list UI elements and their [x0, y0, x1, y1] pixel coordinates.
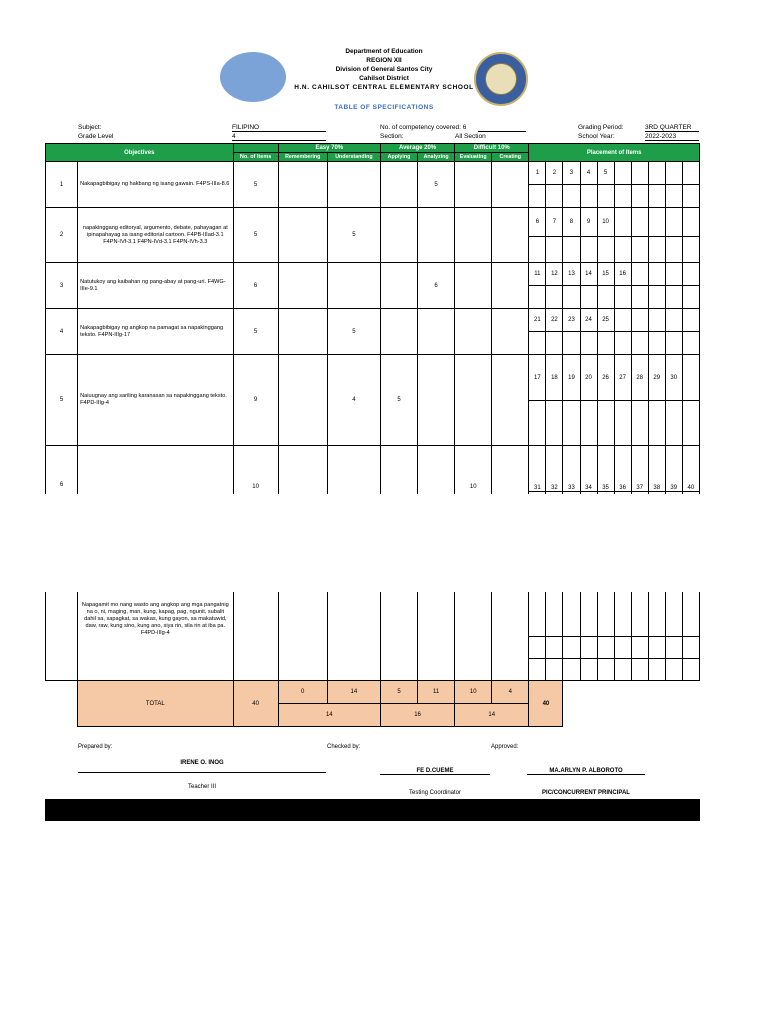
creating-cell	[492, 309, 529, 355]
placement-cell: 8	[563, 208, 580, 237]
evaluating-cell	[455, 263, 492, 309]
row-number: 4	[46, 309, 78, 355]
analyzing-cell: 6	[418, 263, 455, 309]
subject-value: FILIPINO	[232, 124, 326, 132]
remembering-cell	[278, 309, 327, 355]
items-count: 9	[233, 355, 278, 446]
placement-cell: 15	[597, 263, 614, 286]
placement-cell: 13	[563, 263, 580, 286]
difficult-header: Difficult 10%	[455, 144, 529, 153]
items-header-top	[233, 144, 278, 153]
section-label: Section:	[380, 133, 404, 140]
approved-name: MA.ARLYN P. ALBOROTO	[527, 768, 645, 775]
items-header: No. of Items	[233, 153, 278, 162]
year-label: School Year:	[578, 133, 615, 140]
understanding-cell	[327, 162, 380, 208]
placement-cell: 34	[580, 446, 597, 492]
placement-cell: 33	[563, 446, 580, 492]
applying-cell	[380, 309, 417, 355]
row-number: 2	[46, 208, 78, 263]
evaluating-cell	[455, 162, 492, 208]
competency-underline	[478, 124, 526, 132]
creating-cell	[492, 208, 529, 263]
header-line-4: Cahilsot District	[359, 75, 409, 82]
total-items: 40	[233, 681, 278, 727]
items-count: 10	[233, 446, 278, 681]
checked-label: Checked by:	[327, 744, 361, 750]
analyzing-header: Analyzing	[418, 153, 455, 162]
average-header: Average 20%	[380, 144, 454, 153]
placement-header: Placement of Items	[529, 144, 700, 162]
placement-cell: 19	[563, 355, 580, 401]
placement-cell: 30	[665, 355, 682, 401]
total-applying: 5	[380, 681, 417, 704]
remembering-cell	[278, 208, 327, 263]
placement-cell: 10	[597, 208, 614, 237]
subtotal-average: 16	[380, 704, 454, 727]
prepared-label: Prepared by:	[78, 744, 113, 750]
header-line-1: Department of Education	[345, 48, 423, 55]
placement-cell: 2	[546, 162, 563, 185]
subtotal-easy: 14	[278, 704, 380, 727]
header-line-3: Division of General Santos City	[335, 66, 433, 73]
placement-cell: 23	[563, 309, 580, 332]
understanding-cell: 5	[327, 309, 380, 355]
applying-cell	[380, 208, 417, 263]
remembering-cell	[278, 162, 327, 208]
objective-text: napakinggang editoryal, argumento, debate, pahayagan at ipinapahayag sa isang editorial cartoon. F4PB-IIIad-3.1 F4PN-IVf-3.1 F4PN-IVd-3.1 F4PN-IVh-3.3	[78, 208, 233, 263]
placement-cell: 6	[529, 208, 546, 237]
placement-cell: 20	[580, 355, 597, 401]
placement-cell: 14	[580, 263, 597, 286]
total-evaluating: 10	[455, 681, 492, 704]
objective-text: Nakapagbibigay ng angkop na pamagat sa napakinggang teksto. F4PN-IIIg-17	[78, 309, 233, 355]
subtotal-difficult: 14	[455, 704, 529, 727]
row-number: 1	[46, 162, 78, 208]
objective-text: Napagamit mo nang wasto ang angkop ang mga pangatnig na o, ni, maging, man, kung, kapag, pag, ngunit, subalit dahil sa, sapagkat, sa wakas, kung gayon, sa makatuwid, daw, raw, kung sino, kung ano, siya rin, sila rin at iba pa. F4PD-IIIg-4	[78, 446, 233, 681]
analyzing-cell: 5	[418, 162, 455, 208]
period-value: 3RD QUARTER	[645, 124, 699, 132]
placement-cell: 11	[529, 263, 546, 286]
total-analyzing: 11	[418, 681, 455, 704]
evaluating-cell	[455, 355, 492, 446]
creating-cell	[492, 355, 529, 446]
evaluating-header: Evaluating	[455, 153, 492, 162]
prepared-name: IRENE O. INOG	[78, 760, 326, 773]
prepared-title: Teacher III	[187, 784, 216, 790]
placement-cell: 17	[529, 355, 546, 401]
placement-cell: 31	[529, 446, 546, 492]
checked-title: Testing Coordinator	[408, 790, 462, 796]
specifications-table	[45, 143, 700, 727]
header-line-5: H.N. CAHILSOT CENTRAL ELEMENTARY SCHOOL	[294, 84, 474, 91]
placement-cell: 28	[631, 355, 648, 401]
placement-cell: 26	[597, 355, 614, 401]
placement-cell: 37	[631, 446, 648, 492]
placement-cell: 18	[546, 355, 563, 401]
checked-name: FE D.CUEME	[380, 768, 490, 775]
placement-cell: 39	[665, 446, 682, 492]
footer-bar	[45, 799, 700, 821]
easy-header: Easy 70%	[278, 144, 380, 153]
objective-text: Nakapagbibigay ng hakbang ng isang gawain. F4PS-IIIa-8.6	[78, 162, 233, 208]
understanding-cell: 5	[327, 208, 380, 263]
grade-label: Grade Level	[78, 133, 114, 140]
objective-text: Naiuugnay ang sariling karanasan sa napakinggang teksto. F4PD-IIIg-4	[78, 355, 233, 446]
placement-cell: 25	[597, 309, 614, 332]
grade-value: 4	[232, 133, 326, 141]
items-count: 5	[233, 208, 278, 263]
evaluating-cell	[455, 309, 492, 355]
placement-cell: 29	[648, 355, 665, 401]
placement-cell: 24	[580, 309, 597, 332]
remembering-cell	[278, 263, 327, 309]
placement-cell: 21	[529, 309, 546, 332]
items-count: 6	[233, 263, 278, 309]
total-understanding: 14	[327, 681, 380, 704]
creating-cell	[492, 162, 529, 208]
header-line-2: REGION XII	[366, 57, 402, 64]
analyzing-cell	[418, 208, 455, 263]
row-number: 5	[46, 355, 78, 446]
creating-cell	[492, 263, 529, 309]
placement-cell: 16	[614, 263, 631, 286]
items-count: 5	[233, 309, 278, 355]
row-number: 6	[46, 446, 78, 681]
placement-cell: 38	[648, 446, 665, 492]
competency-label: No. of competency covered: 6	[380, 124, 467, 131]
placement-cell: 36	[614, 446, 631, 492]
analyzing-cell	[418, 309, 455, 355]
placement-cell: 5	[597, 162, 614, 185]
objective-text: Natutukoy ang kaibahan ng pang-abay at pang-uri. F4WG-IIIe-9.1	[78, 263, 233, 309]
placement-cell: 3	[563, 162, 580, 185]
understanding-cell	[327, 263, 380, 309]
placement-cell: 32	[546, 446, 563, 492]
applying-cell	[380, 263, 417, 309]
approved-label: Approved:	[491, 744, 519, 750]
total-remembering: 0	[278, 681, 327, 704]
total-creating: 4	[492, 681, 529, 704]
evaluating-cell	[455, 208, 492, 263]
placement-cell: 12	[546, 263, 563, 286]
approved-title: PIC/CONCURRENT PRINCIPAL	[542, 790, 630, 796]
total-label: TOTAL	[78, 681, 233, 727]
remembering-header: Remembering	[278, 153, 327, 162]
page-break-gap	[0, 494, 768, 592]
remembering-cell	[278, 355, 327, 446]
objectives-header: Objectives	[46, 144, 234, 162]
placement-cell: 27	[614, 355, 631, 401]
placement-cell: 40	[682, 446, 699, 492]
items-count: 5	[233, 162, 278, 208]
placement-cell: 9	[580, 208, 597, 237]
period-label: Grading Period:	[578, 124, 624, 131]
subject-label: Subject:	[78, 124, 102, 131]
understanding-cell: 4	[327, 355, 380, 446]
understanding-header: Understanding	[327, 153, 380, 162]
placement-cell: 1	[529, 162, 546, 185]
placement-cell: 7	[546, 208, 563, 237]
evaluating-cell: 10	[455, 446, 492, 681]
analyzing-cell	[418, 355, 455, 446]
applying-cell	[380, 162, 417, 208]
applying-cell: 5	[380, 355, 417, 446]
placement-cell: 35	[597, 446, 614, 492]
placement-cell: 22	[546, 309, 563, 332]
section-value: All Section	[455, 133, 486, 140]
document-title: TABLE OF SPECIFICATIONS	[334, 104, 434, 111]
creating-header: Creating	[492, 153, 529, 162]
year-value: 2022-2023	[645, 133, 699, 141]
total-placement: 40	[529, 681, 563, 727]
row-number: 3	[46, 263, 78, 309]
applying-header: Applying	[380, 153, 417, 162]
placement-cell: 4	[580, 162, 597, 185]
